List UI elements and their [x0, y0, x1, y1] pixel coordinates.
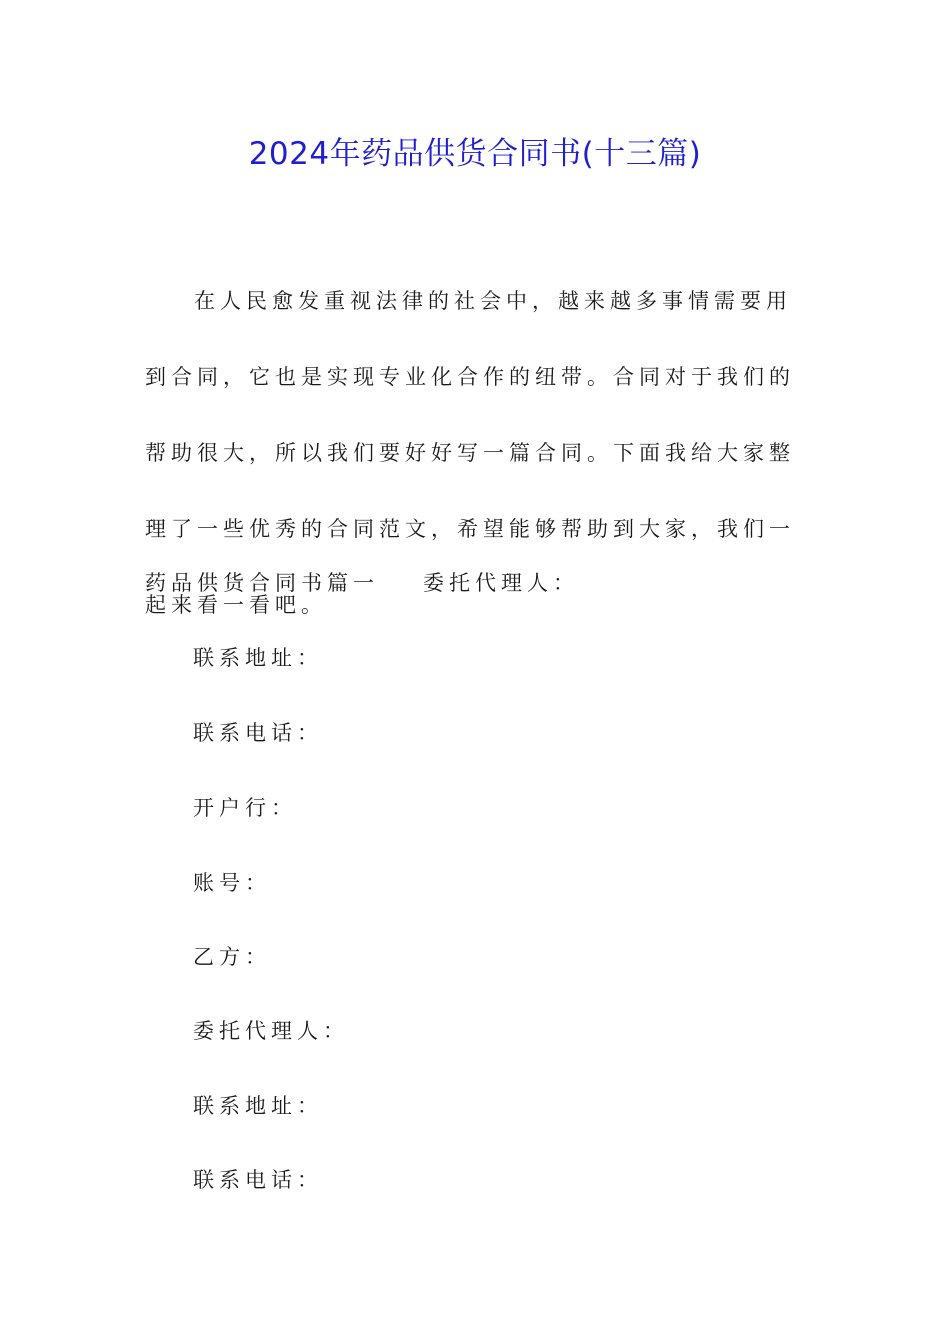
field-agent: 委托代理人： [423, 571, 579, 595]
field-contact-phone-b: 联系电话： [193, 1168, 323, 1192]
document-title: 2024年药品供货合同书(十三篇) [248, 136, 702, 172]
section-heading-line [145, 568, 579, 598]
field-bank: 开户行： [193, 796, 297, 820]
field-contact-address: 联系地址： [193, 646, 323, 670]
section-heading: 药品供货合同书篇一 [145, 571, 379, 595]
field-agent-b: 委托代理人： [193, 1019, 349, 1043]
field-account: 账号： [193, 871, 271, 895]
field-contact-phone: 联系电话： [193, 721, 323, 745]
field-contact-address-b: 联系地址： [193, 1094, 323, 1118]
field-party-b: 乙方： [193, 945, 271, 969]
intro-paragraph: 在人民愈发重视法律的社会中，越来越多事情需要用到合同，它也是实现专业化合作的纽带。合同对于我们的帮助很大，所以我们要好好写一篇合同。下面我给大家整理了一些优秀的合同范文，希望能够帮助到大家，我们一起来看一看吧。 [145, 289, 795, 617]
